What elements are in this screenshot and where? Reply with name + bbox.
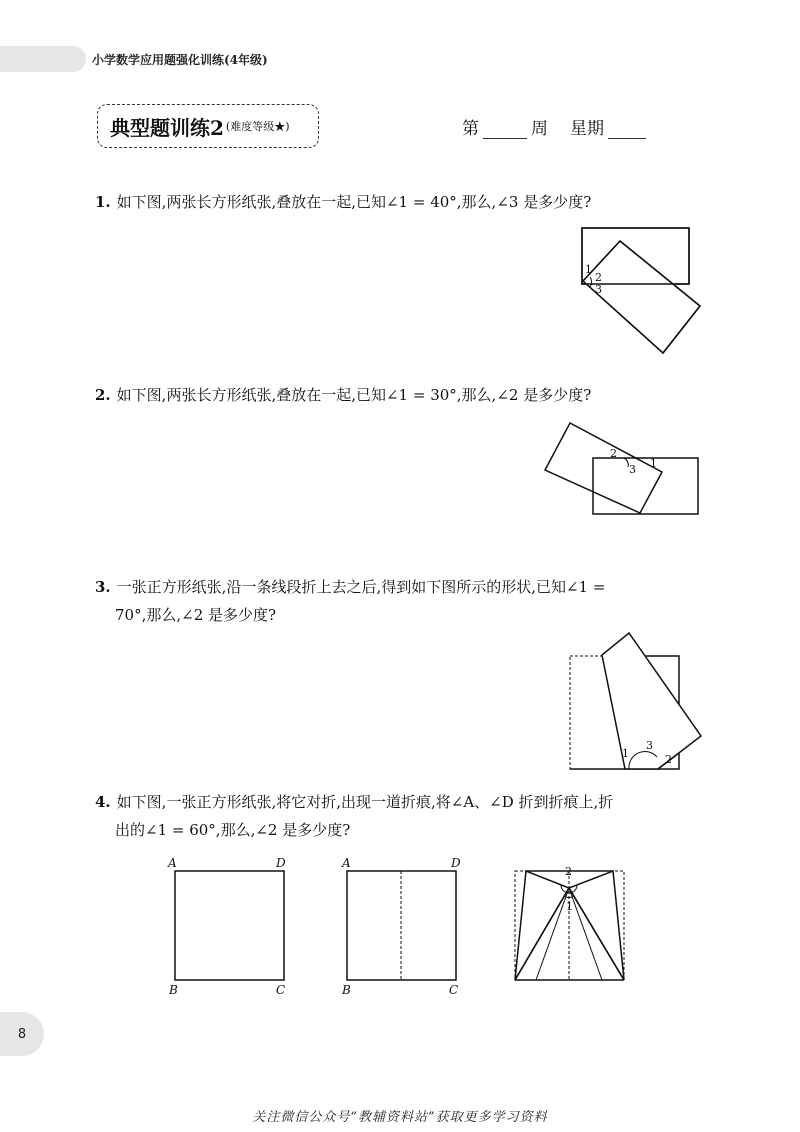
figure-2	[540, 415, 705, 520]
page-number-tab	[0, 1012, 44, 1056]
section-title: 典型题训练2	[110, 115, 224, 140]
week-prefix: 第	[462, 119, 479, 139]
fig3-label-2: 2	[665, 753, 672, 766]
figure-3	[565, 630, 715, 775]
problem-4	[95, 788, 613, 844]
fig2-rect-horizontal	[593, 458, 698, 514]
figure-4a	[165, 853, 295, 1003]
fig2-label-1: 1	[650, 457, 657, 470]
weekday-blank	[608, 122, 646, 139]
figure-4b	[338, 853, 468, 1003]
week-day-line	[462, 114, 646, 139]
fig4c-label-1: 1	[566, 900, 573, 913]
problem-text: 如下图,两张长方形纸张,叠放在一起,已知∠1 = 40°,那么,∠3 是多少度?	[116, 193, 592, 211]
problem-text: 一张正方形纸张,沿一条线段折上去之后,得到如下图所示的形状,已知∠1 =	[116, 578, 606, 596]
problem-number: 3.	[95, 578, 111, 596]
problem-1	[95, 188, 591, 216]
figure-1	[570, 225, 710, 360]
fig4c-label-2: 2	[565, 865, 572, 878]
problem-text-cont: 70°,那么,∠2 是多少度?	[115, 606, 277, 624]
fig4a-label-d: D	[276, 856, 286, 870]
fig4a-label-c: C	[276, 983, 286, 997]
problem-3	[95, 573, 605, 629]
fig3-label-3: 3	[646, 739, 653, 752]
section-title-box	[97, 104, 319, 148]
problem-text: 如下图,两张长方形纸张,叠放在一起,已知∠1 = 30°,那么,∠2 是多少度?	[116, 386, 592, 404]
week-blank	[483, 122, 527, 139]
fig2-label-2: 2	[610, 447, 617, 460]
fig4b-label-c: C	[449, 983, 459, 997]
week-suffix: 周	[531, 119, 548, 139]
book-title: 小学数学应用题强化训练(4年级)	[92, 53, 268, 67]
problem-text: 如下图,一张正方形纸张,将它对折,出现一道折痕,将∠A、∠D 折到折痕上,折	[116, 793, 614, 811]
problem-2	[95, 381, 591, 409]
fig3-label-1: 1	[622, 747, 629, 760]
fig4a-label-a: A	[168, 856, 177, 870]
fig2-rect-tilted	[545, 423, 662, 513]
problem-text-cont: 出的∠1 = 60°,那么,∠2 是多少度?	[115, 821, 351, 839]
fig2-label-3: 3	[629, 463, 636, 476]
figure-4c	[510, 866, 630, 986]
problem-number: 4.	[95, 793, 111, 811]
fig1-label-3: 3	[595, 283, 602, 296]
problem-number: 2.	[95, 386, 111, 404]
fig4b-label-a: A	[342, 856, 351, 870]
fig4b-label-b: B	[342, 983, 351, 997]
fig4a-label-b: B	[169, 983, 178, 997]
footer-note: 关注微信公众号“教辅资料站”获取更多学习资料	[252, 1110, 548, 1125]
difficulty-label: (难度等级★)	[225, 120, 290, 133]
fig4a-square	[175, 871, 284, 980]
problem-number: 1.	[95, 193, 111, 211]
fig4b-label-d: D	[451, 856, 461, 870]
header-band	[0, 46, 86, 72]
fig1-label-2: 2	[595, 271, 602, 284]
page-number: 8	[17, 1026, 27, 1042]
weekday-label: 星期	[570, 119, 604, 139]
fig1-label-1: 1	[585, 263, 592, 276]
